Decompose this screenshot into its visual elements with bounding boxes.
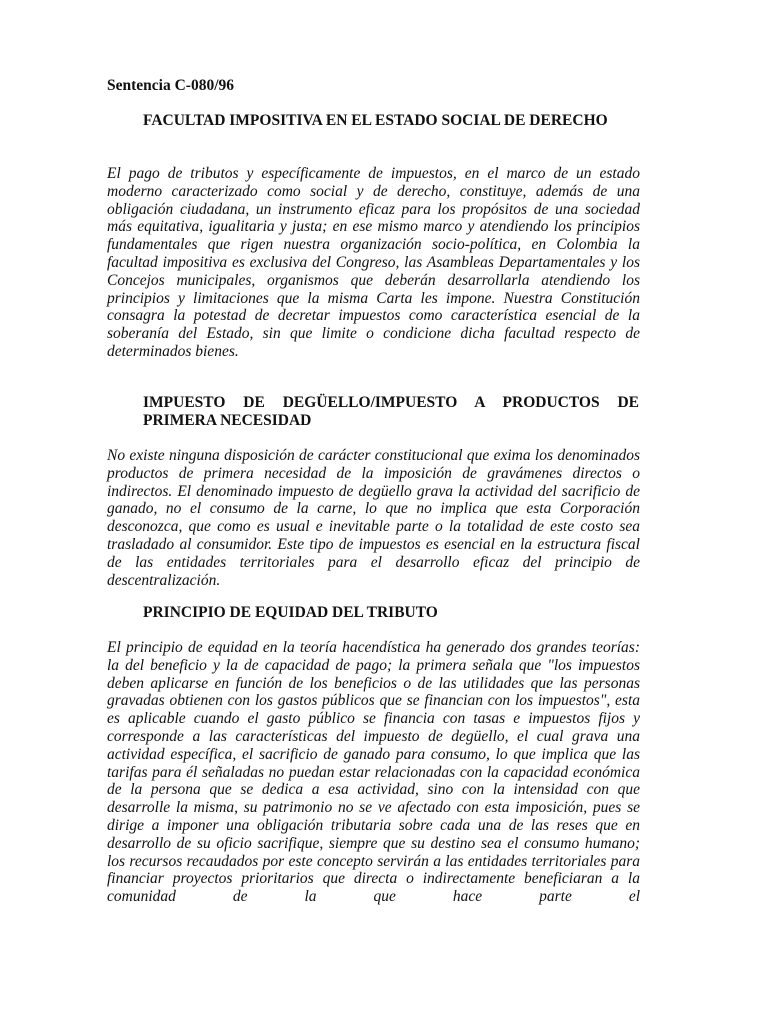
section-heading-facultad-impositiva: FACULTAD IMPOSITIVA EN EL ESTADO SOCIAL DE DERECHO (143, 112, 608, 129)
section-body-facultad-impositiva: El pago de tributos y específicamente de impuestos, en el marco de un estado moderno caracterizado como social y de derecho, constituye, además de una obligación ciudadana, un instrumento eficaz para los propósitos de una sociedad más equitativa, igualitaria y justa; en ese mismo marco y atendiendo los principios fundamentales que rigen nuestra organización socio-política, en Colombia la facultad impositiva es exclusiva del Congreso, las Asambleas Departamentales y los Concejos municipales, organismos que deberán desarrollarla atendiendo los principios y limitaciones que la misma Carta les impone. Nuestra Constitución consagra la potestad de decretar impuestos como característica esencial de la soberanía del Estado, sin que limite o condicione dicha facultad respecto de determinados bienes. (107, 165, 640, 360)
section-heading-impuesto-deguello: IMPUESTO DE DEGÜELLO/IMPUESTO A PRODUCTOS DE PRIMERA NECESIDAD (143, 394, 639, 429)
section-body-principio-equidad: El principio de equidad en la teoría hacendística ha generado dos grandes teorías: la del beneficio y la de capacidad de pago; la primera señala que "los impuestos deben aplicarse en función de los beneficios o de las utilidades que las personas gravadas obtienen con los gastos públicos que se financian con los impuestos", esta es aplicable cuando el gasto público se financia con tasas e impuestos fijos y corresponde a las características del impuesto de degüello, el cual grava una actividad específica, el sacrificio de ganado para consumo, lo que implica que las tarifas para él señaladas no puedan estar relacionadas con la capacidad económica de la persona que se dedica a esa actividad, sino con la intensidad con que desarrolle la misma, su patrimonio no se ve afectado con esta imposición, pues se dirige a imponer una obligación tributaria sobre cada una de las reses que en desarrollo de su oficio sacrifique, siempre que su destino sea el consumo humano; los recursos recaudados por este concepto servirán a las entidades territoriales para financiar proyectos prioritarios que directa o indirectamente beneficiaran a la comunidad de la que hace parte el (107, 639, 640, 906)
section-heading-principio-equidad: PRINCIPIO DE EQUIDAD DEL TRIBUTO (143, 604, 438, 621)
section-body-impuesto-deguello: No existe ninguna disposición de carácter constitucional que exima los denominados productos de primera necesidad de la imposición de gravámenes directos o indirectos. El denominado impuesto de degüello grava la actividad del sacrificio de ganado, no el consumo de la carne, lo que no implica que esta Corporación desconozca, que como es usual e inevitable parte o la totalidad de este costo sea trasladado al consumidor. Este tipo de impuestos es esencial en la estructura fiscal de las entidades territoriales para el desarrollo eficaz del principio de descentralización. (107, 447, 640, 589)
document-title: Sentencia C-080/96 (107, 77, 235, 94)
